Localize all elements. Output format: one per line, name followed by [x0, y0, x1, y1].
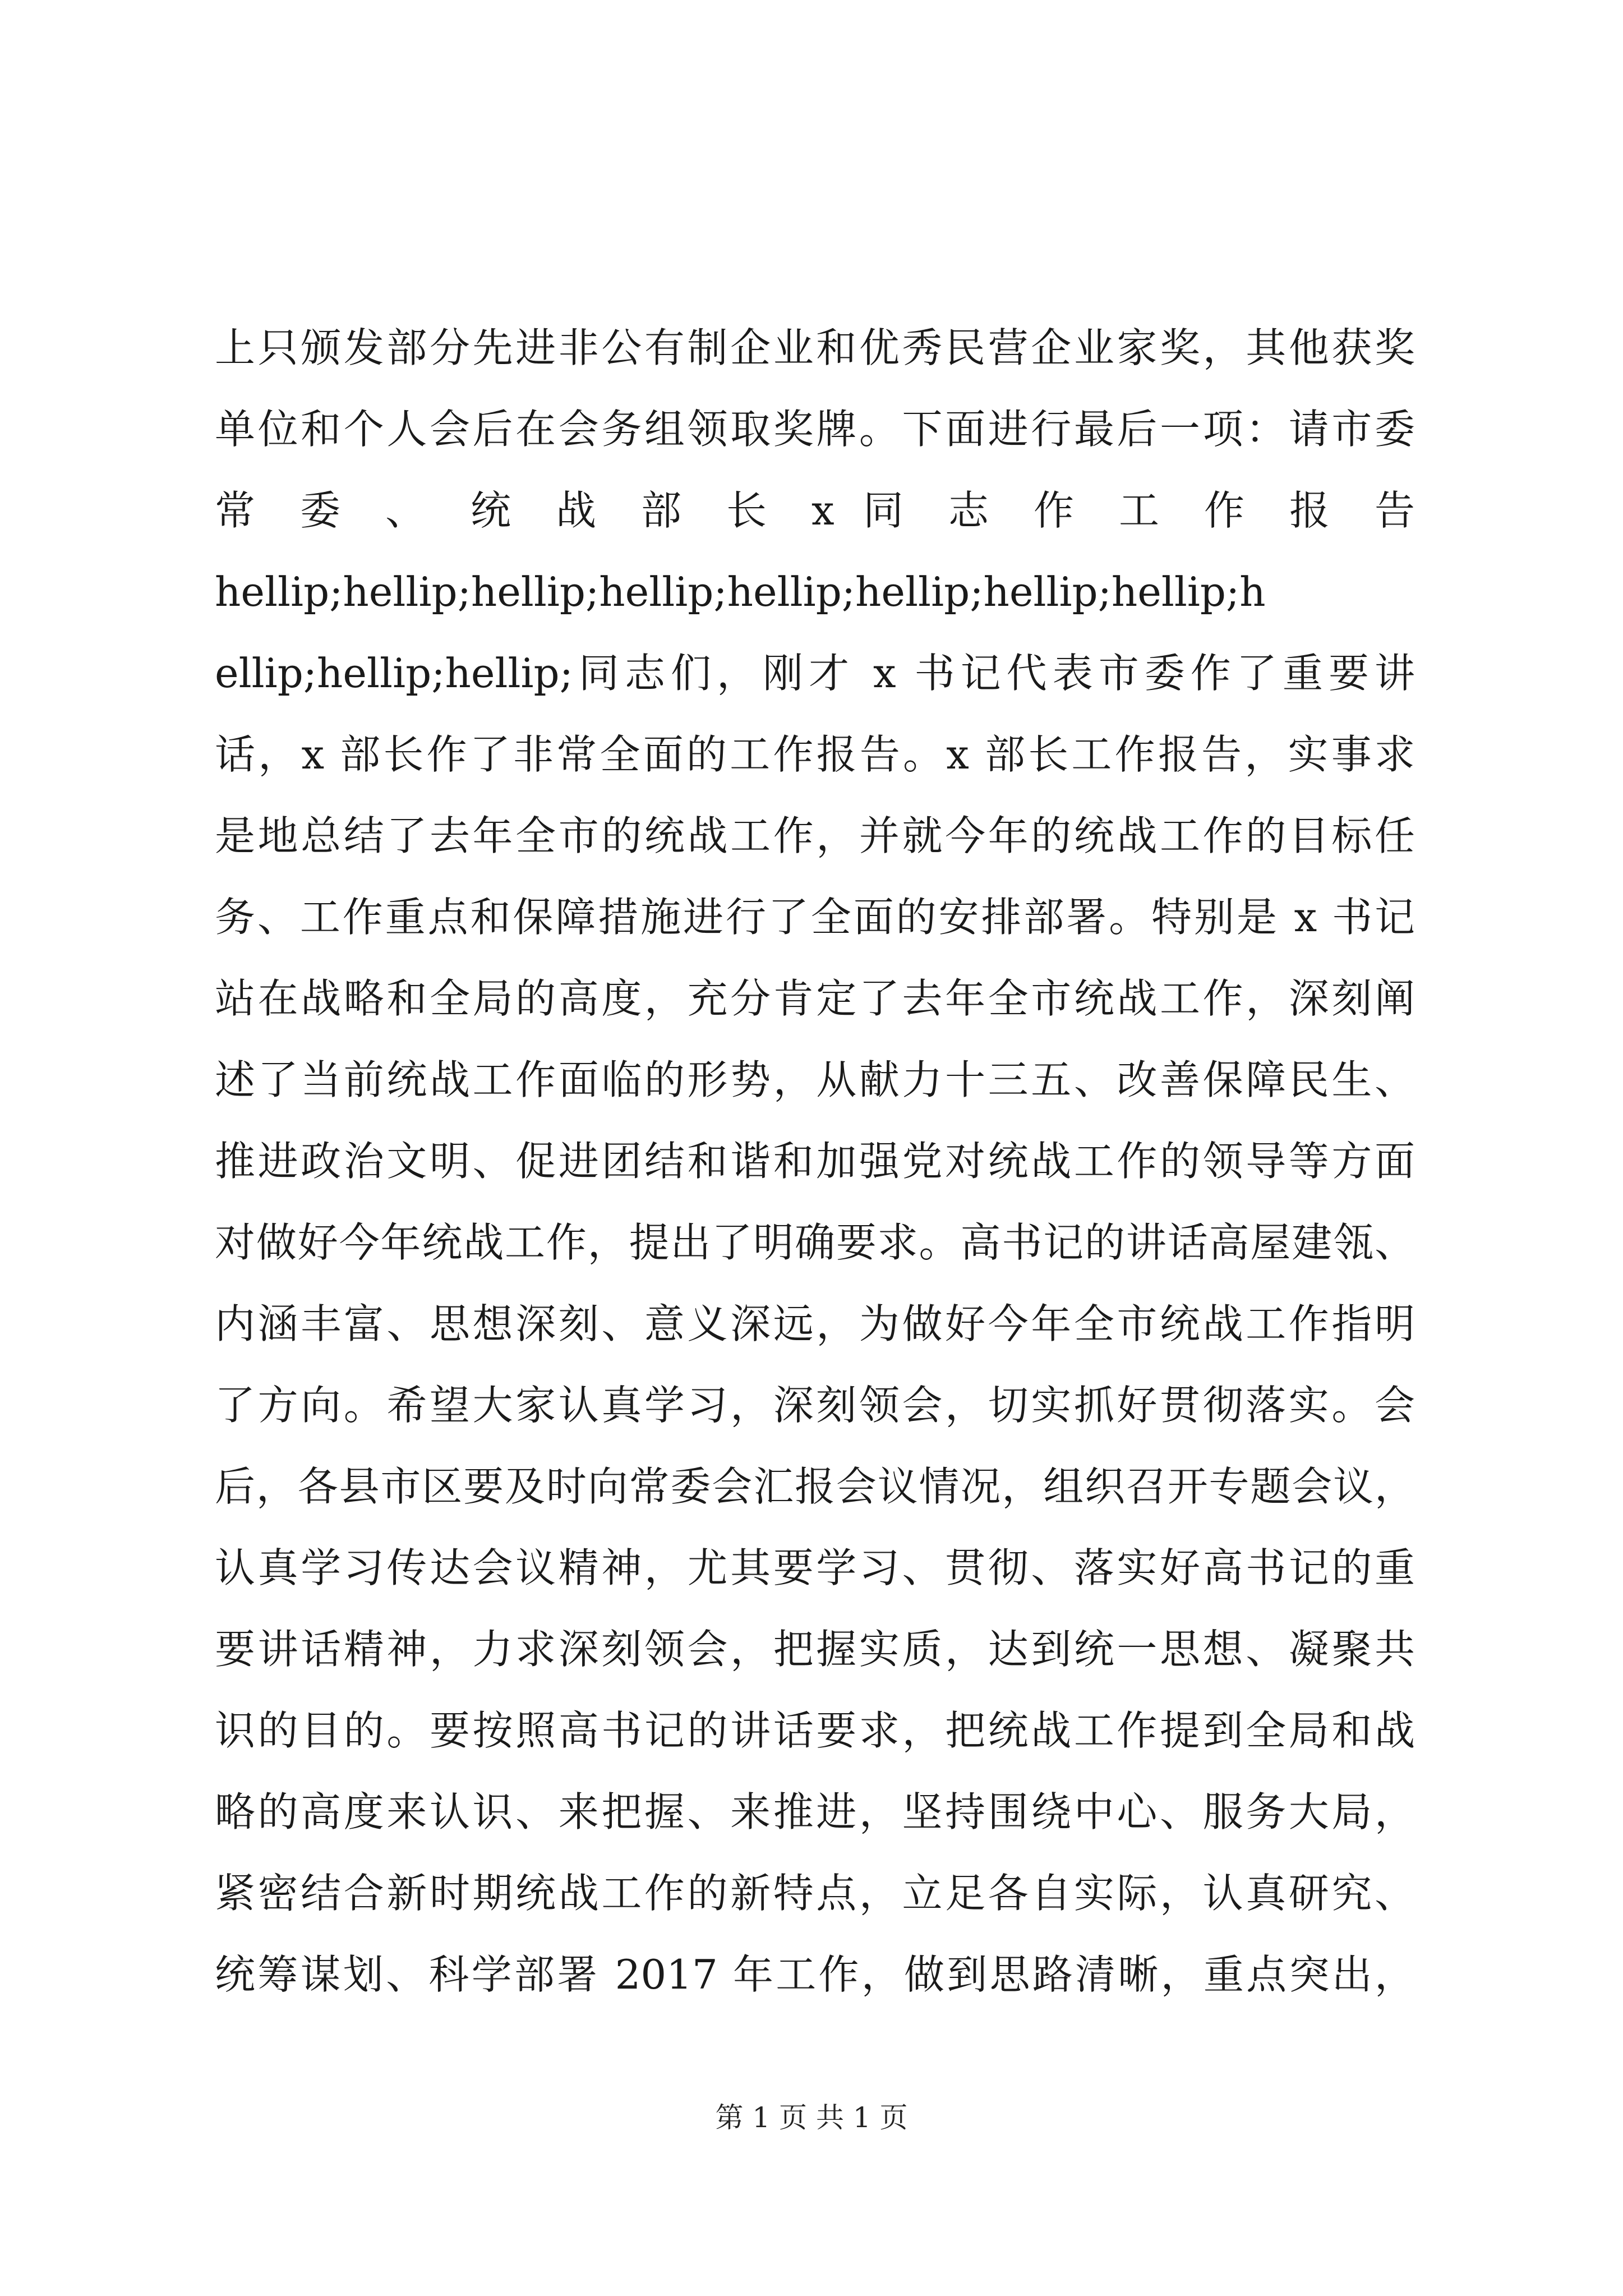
text-line: 对做好今年统战工作，提出了明确要求。高书记的讲话高屋建瓴、	[215, 1219, 1415, 1266]
text-line: 后，各县市区要及时向常委会汇报会议情况，组织召开专题会议，	[215, 1463, 1415, 1510]
text-line: 略的高度来认识、来把握、来推进，坚持围绕中心、服务大局，	[215, 1788, 1415, 1835]
text-line: 识的目的。要按照高书记的讲话要求，把统战工作提到全局和战	[215, 1707, 1415, 1754]
text-line: 认真学习传达会议精神，尤其要学习、贯彻、落实好高书记的重	[215, 1544, 1415, 1591]
page-number-label: 第 1 页 共 1 页	[715, 2101, 908, 2134]
body-text	[215, 307, 1415, 2016]
text-line: 务、工作重点和保障措施进行了全面的安排部署。特别是 x 书记	[215, 894, 1415, 941]
text-line: 单位和个人会后在会务组领取奖牌。下面进行最后一项：请市委	[215, 406, 1415, 453]
text-line: 要讲话精神，力求深刻领会，把握实质，达到统一思想、凝聚共	[215, 1626, 1415, 1673]
text-line: 述了当前统战工作面临的形势，从献力十三五、改善保障民生、	[215, 1056, 1415, 1103]
text-line: 内涵丰富、思想深刻、意义深远，为做好今年全市统战工作指明	[215, 1300, 1415, 1347]
text-line: 站在战略和全局的高度，充分肯定了去年全市统战工作，深刻阐	[215, 975, 1415, 1022]
text-line: 是地总结了去年全市的统战工作，并就今年的统战工作的目标任	[215, 812, 1415, 859]
text-line: 推进政治文明、促进团结和谐和加强党对统战工作的领导等方面	[215, 1138, 1415, 1185]
text-line: ellip;hellip;hellip;同志们，刚才 x 书记代表市委作了重要讲	[215, 650, 1415, 697]
page-footer	[0, 2098, 1623, 2137]
text-line: 话，x 部长作了非常全面的工作报告。x 部长工作报告，实事求	[215, 731, 1415, 778]
text-line: 上只颁发部分先进非公有制企业和优秀民营企业家奖，其他获奖	[215, 324, 1415, 371]
text-line: 统筹谋划、科学部署 2017 年工作，做到思路清晰，重点突出，	[215, 1951, 1415, 1998]
text-line: 了方向。希望大家认真学习，深刻领会，切实抓好贯彻落实。会	[215, 1382, 1415, 1429]
text-line: 常 委 、 统 战 部 长 x 同 志 作 工 作 报 告	[215, 487, 1415, 534]
text-line: hellip;hellip;hellip;hellip;hellip;hellip;hellip;hellip;h	[215, 568, 1266, 615]
text-line: 紧密结合新时期统战工作的新特点，立足各自实际，认真研究、	[215, 1870, 1415, 1917]
